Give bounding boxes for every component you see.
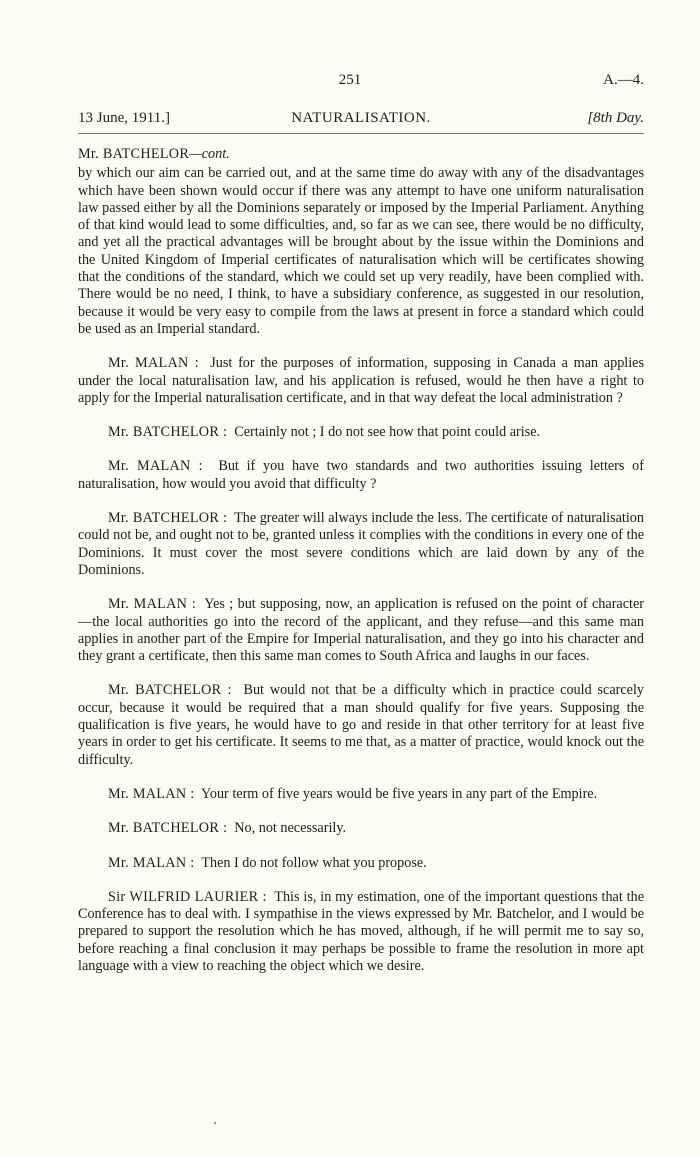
continued-speaker-name: Mr. BATCHELOR (78, 146, 190, 162)
speaker-name: Mr. BATCHELOR : (108, 820, 228, 837)
speech-text: Just for the purposes of information, supposing in Canada a man applies under the local naturalisation law, and his application is refused, would he then have a right to apply for the Imperial naturalisation certificate, and in that way defeat the local administration ? (78, 355, 644, 406)
speech-text: Certainly not ; I do not see how that point could arise. (234, 424, 541, 441)
speech-paragraph (78, 820, 644, 837)
speech-paragraph (78, 786, 644, 803)
speech-paragraph (78, 355, 644, 407)
speech-paragraph (78, 855, 644, 872)
scan-speck (214, 1122, 216, 1124)
speech-text: No, not necessarily. (234, 820, 347, 837)
speech-text: This is, in my estimation, one of the important questions that the Conference has to deal with. I sympathise in the views expressed by Mr. Batchelor, and I would be prepared to support the resolution which he has moved, although, if he will permit me to say so, before reaching a final conclusion it may perhaps be possible to frame the resolution in more apt language with a view to reaching the object which we desire. (78, 888, 645, 974)
speaker-name: Mr. MALAN : (108, 785, 195, 802)
speaker-name: Mr. BATCHELOR : (108, 424, 228, 441)
continued-speaker-heading (78, 146, 644, 163)
speaker-name: Mr. BATCHELOR : (108, 682, 232, 699)
transcript-body (78, 146, 644, 992)
page-number: 251 (338, 72, 362, 88)
speech-text: The greater will always include the less. The certificate of naturalisation could not be, and ought not to be, granted unless it complies with the conditions in every one of the Dominions. It must cover the most severe conditions which are laid down by any of the Dominions. (78, 510, 644, 578)
speaker-name: Sir WILFRID LAURIER : (108, 888, 267, 905)
speech-text: Your term of five years would be five years in any part of the Empire. (201, 785, 598, 802)
speech-paragraph (78, 458, 644, 493)
speaker-name: Mr. MALAN : (108, 854, 195, 871)
speech-paragraph (78, 889, 644, 975)
speaker-name: Mr. MALAN : (108, 355, 199, 372)
header-rule (78, 133, 644, 134)
speech-text: But if you have two standards and two authorities issuing letters of naturalisation, how would you avoid that difficulty ? (78, 458, 644, 492)
header-day: [8th Day. (587, 110, 644, 126)
speech-paragraph (78, 510, 644, 579)
speaker-name: Mr. MALAN : (108, 458, 203, 475)
speaker-name: Mr. BATCHELOR : (108, 510, 228, 527)
running-head (78, 110, 644, 130)
speech-paragraph (78, 682, 644, 768)
document-reference: A.—4. (603, 72, 644, 88)
header-subject: NATURALISATION. (291, 110, 431, 126)
speech-text: But would not that be a difficulty which in practice could scarcely occur, because it would be required that a man should qualify for five years. Supposing the qualification is five years, he would have to go and reside in that other territory for at least five years in order to get his certificate. It seems to me that, as a matter of practice, would knock out the difficulty. (78, 682, 644, 768)
speaker-name: Mr. MALAN : (108, 596, 197, 613)
speech-paragraph (78, 596, 644, 665)
continued-paragraph: by which our aim can be carried out, and at the same time do away with any of the disadvantages which have been shown would occur if there was any attempt to have one uniform naturalisation law passed either by all the Dominions separately or imposed by the Imperial Parliament. Anything of that kind would lead to some difficulties, and, so far as we can see, there would be no difficulty, and yet all the practical advantages will be brought about by the issue within the Dominions and the United Kingdom of Imperial certificates of naturalisation which will be certificates showing that the conditions of the standard, which we could set up very readily, have been complied with. There would be no need, I think, to have a subsidiary conference, as suggested in our resolution, because it would be very easy to compile from the laws at present in force a standard which could be used as an Imperial standard. (78, 165, 644, 337)
speech-text: Yes ; but supposing, now, an application is refused on the point of character—the local authorities go into the record of the applicant, and they refuse—and this same man applies in another part of the Empire for Imperial naturalisation, and they go into his character and they grant a certificate, then this same man comes to South Africa and laughs in our faces. (78, 596, 644, 665)
speech-text: Then I do not follow what you propose. (201, 854, 427, 871)
speech-paragraph (78, 424, 644, 441)
header-date: 13 June, 1911.] (78, 110, 170, 126)
continued-marker: —cont. (189, 146, 230, 162)
